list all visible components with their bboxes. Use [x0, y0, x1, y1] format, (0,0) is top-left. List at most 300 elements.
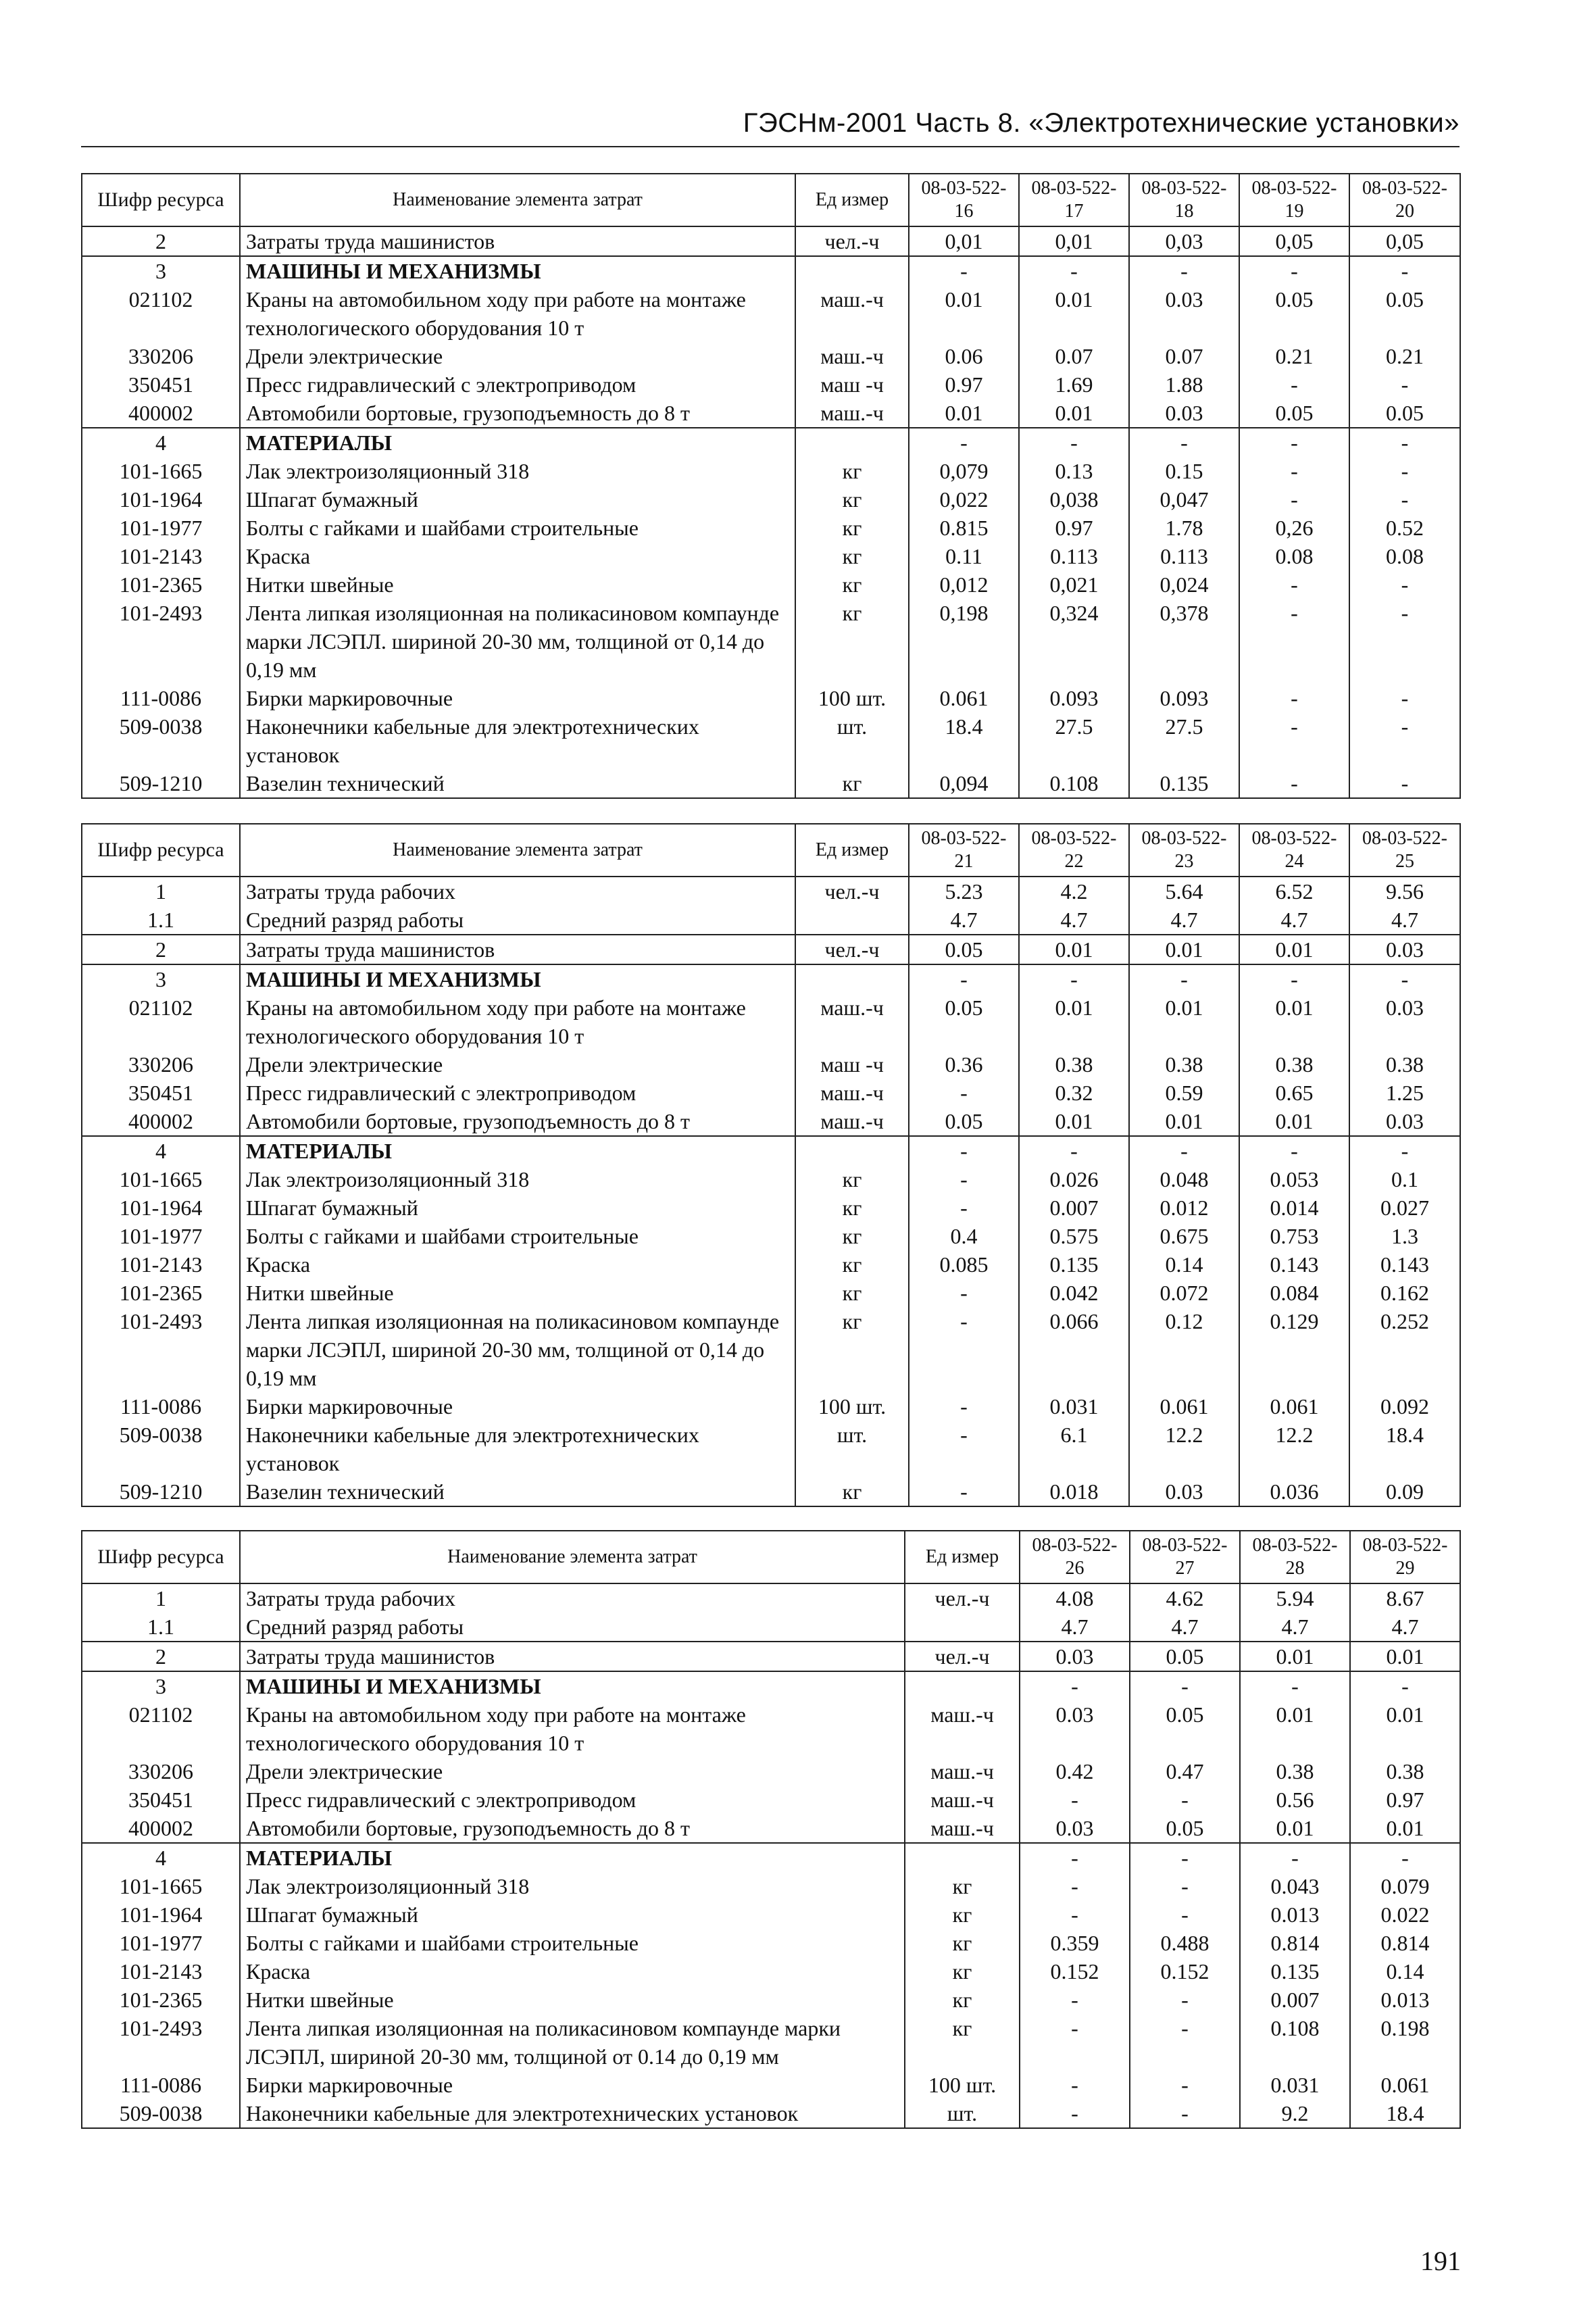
header-col: 08-03-522-25 — [1349, 824, 1460, 877]
value-cell: 12.2 — [1239, 1421, 1349, 1477]
value-cell: 0.129 — [1239, 1307, 1349, 1392]
table-row — [82, 1250, 1460, 1279]
unit-cell: кг — [795, 514, 909, 542]
table-row — [82, 712, 1460, 769]
value-cell: 0.97 — [909, 370, 1019, 399]
value-cell: 0.01 — [1129, 1107, 1239, 1136]
value-cell: 0.03 — [1020, 1700, 1130, 1757]
value-cell: 0.38 — [1350, 1757, 1460, 1786]
resource-name-cell: Шпагат бумажный — [240, 485, 795, 514]
value-cell: 1.25 — [1349, 1079, 1460, 1107]
table-row — [82, 2071, 1460, 2099]
value-cell: 4.7 — [1240, 1613, 1350, 1642]
value-cell: 4.7 — [909, 906, 1019, 935]
header-col: 08-03-522-19 — [1239, 174, 1349, 226]
value-cell: 0.061 — [909, 684, 1019, 712]
value-cell: - — [1239, 457, 1349, 485]
resource-code-cell: 1.1 — [82, 906, 240, 935]
table-row — [82, 399, 1460, 428]
value-cell: 0.21 — [1349, 342, 1460, 370]
value-cell: 0.03 — [1020, 1642, 1130, 1671]
value-cell: - — [1350, 1671, 1460, 1700]
value-cell: - — [1239, 428, 1349, 457]
value-cell: 0.108 — [1240, 2014, 1350, 2071]
unit-cell: кг — [795, 1279, 909, 1307]
resource-code-cell: 330206 — [82, 1757, 240, 1786]
value-cell: 0.113 — [1129, 542, 1239, 570]
value-cell: 0.01 — [1019, 399, 1129, 428]
table-row — [82, 1222, 1460, 1250]
resource-name-cell: Средний разряд работы — [240, 1613, 905, 1642]
value-cell: 12.2 — [1129, 1421, 1239, 1477]
resource-code-cell: 509-1210 — [82, 1477, 240, 1506]
resource-code-cell: 400002 — [82, 1107, 240, 1136]
value-cell: - — [1239, 599, 1349, 684]
unit-cell — [795, 256, 909, 285]
value-cell: 0.97 — [1350, 1786, 1460, 1814]
table-row — [82, 428, 1460, 457]
table-row — [82, 1050, 1460, 1079]
header-col: 08-03-522-17 — [1019, 174, 1129, 226]
value-cell: 0.01 — [909, 285, 1019, 342]
unit-cell: маш.-ч — [905, 1700, 1020, 1757]
value-cell: 0.38 — [1240, 1757, 1350, 1786]
value-cell: 1.78 — [1129, 514, 1239, 542]
resource-code-cell: 400002 — [82, 399, 240, 428]
resource-code-cell: 101-2143 — [82, 542, 240, 570]
unit-cell: кг — [905, 1872, 1020, 1900]
value-cell: 0.05 — [1130, 1700, 1240, 1757]
resource-name-cell: Болты с гайками и шайбами строительные — [240, 514, 795, 542]
value-cell: 8.67 — [1350, 1583, 1460, 1613]
value-cell: 0.01 — [1240, 1814, 1350, 1843]
resource-code-cell: 1 — [82, 877, 240, 906]
value-cell: - — [1130, 1671, 1240, 1700]
table-row — [82, 935, 1460, 964]
value-cell: 0.113 — [1019, 542, 1129, 570]
table-row — [82, 1421, 1460, 1477]
value-cell: 0.575 — [1019, 1222, 1129, 1250]
unit-cell: кг — [795, 570, 909, 599]
resource-name-cell: Вазелин технический — [240, 769, 795, 798]
table-row — [82, 485, 1460, 514]
resource-name-cell: МАШИНЫ И МЕХАНИЗМЫ — [240, 256, 795, 285]
value-cell: 0.162 — [1349, 1279, 1460, 1307]
unit-cell: шт. — [795, 1421, 909, 1477]
value-cell: 0.03 — [1349, 993, 1460, 1050]
value-cell: - — [1020, 1671, 1130, 1700]
value-cell: - — [909, 428, 1019, 457]
value-cell: 0,26 — [1239, 514, 1349, 542]
value-cell: 0.814 — [1350, 1929, 1460, 1957]
table-row — [82, 2099, 1460, 2128]
value-cell: - — [909, 1279, 1019, 1307]
value-cell: - — [1020, 2099, 1130, 2128]
resource-code-cell: 021102 — [82, 1700, 240, 1757]
table-row — [82, 1786, 1460, 1814]
resource-code-cell: 101-2143 — [82, 1957, 240, 1986]
value-cell: 5.94 — [1240, 1583, 1350, 1613]
resource-code-cell: 111-0086 — [82, 1392, 240, 1421]
value-cell: - — [1349, 570, 1460, 599]
value-cell: 0,038 — [1019, 485, 1129, 514]
resource-code-cell: 101-1964 — [82, 1900, 240, 1929]
table-row — [82, 1107, 1460, 1136]
value-cell: - — [909, 1307, 1019, 1392]
value-cell: 0.043 — [1240, 1872, 1350, 1900]
value-cell: 4.7 — [1019, 906, 1129, 935]
value-cell: 0,324 — [1019, 599, 1129, 684]
value-cell: - — [1349, 428, 1460, 457]
value-cell: 0.11 — [909, 542, 1019, 570]
resource-code-cell: 101-2365 — [82, 1279, 240, 1307]
unit-cell: маш.-ч — [795, 399, 909, 428]
value-cell: - — [1020, 1872, 1130, 1900]
value-cell: 0.488 — [1130, 1929, 1240, 1957]
value-cell: 0.007 — [1019, 1193, 1129, 1222]
unit-cell: маш.-ч — [905, 1757, 1020, 1786]
unit-cell: кг — [795, 1165, 909, 1193]
value-cell: 0.072 — [1129, 1279, 1239, 1307]
value-cell: 0.815 — [909, 514, 1019, 542]
table-row — [82, 1136, 1460, 1165]
value-cell: 0.01 — [1350, 1700, 1460, 1757]
value-cell: 0.01 — [1129, 993, 1239, 1050]
value-cell: 0.03 — [1129, 1477, 1239, 1506]
resource-name-cell: Пресс гидравлический с электроприводом — [240, 1786, 905, 1814]
value-cell: 0.03 — [1129, 285, 1239, 342]
value-cell: 0.093 — [1129, 684, 1239, 712]
value-cell: 0,094 — [909, 769, 1019, 798]
table-row — [82, 1700, 1460, 1757]
table-row — [82, 2014, 1460, 2071]
resource-code-cell: 101-2365 — [82, 570, 240, 599]
resource-name-cell: Автомобили бортовые, грузоподъемность до 8 т — [240, 1107, 795, 1136]
value-cell: 4.7 — [1129, 906, 1239, 935]
value-cell: 0.01 — [1019, 1107, 1129, 1136]
resource-name-cell: Автомобили бортовые, грузоподъемность до 8 т — [240, 1814, 905, 1843]
header-col: 08-03-522-27 — [1130, 1531, 1240, 1583]
value-cell: 0.061 — [1239, 1392, 1349, 1421]
resource-code-cell: 3 — [82, 1671, 240, 1700]
value-cell: 0.014 — [1239, 1193, 1349, 1222]
resource-name-cell: Краны на автомобильном ходу при работе на монтаже технологического оборудования 10 т — [240, 1700, 905, 1757]
resource-code-cell: 3 — [82, 964, 240, 993]
value-cell: - — [1020, 2014, 1130, 2071]
resource-table-3 — [81, 1530, 1461, 2129]
value-cell: - — [1349, 684, 1460, 712]
table-row — [82, 877, 1460, 906]
resource-name-cell: МАТЕРИАЛЫ — [240, 1843, 905, 1872]
resource-code-cell: 101-1665 — [82, 1165, 240, 1193]
value-cell: 0,05 — [1349, 226, 1460, 256]
value-cell: - — [1130, 2071, 1240, 2099]
table-row — [82, 1957, 1460, 1986]
value-cell: 0.198 — [1350, 2014, 1460, 2071]
table-row — [82, 1986, 1460, 2014]
unit-cell: кг — [905, 1986, 1020, 2014]
value-cell: 0,012 — [909, 570, 1019, 599]
value-cell: 0.38 — [1239, 1050, 1349, 1079]
resource-code-cell: 101-1964 — [82, 1193, 240, 1222]
value-cell: - — [1349, 457, 1460, 485]
value-cell: 0.079 — [1350, 1872, 1460, 1900]
resource-code-cell: 2 — [82, 226, 240, 256]
table-row — [82, 769, 1460, 798]
resource-name-cell: Лента липкая изоляционная на поликасиновом компаунде марки ЛСЭПЛ, шириной 20-30 мм, толщиной от 0.14 до 0,19 мм — [240, 2014, 905, 2071]
unit-cell: кг — [795, 542, 909, 570]
value-cell: 0.03 — [1020, 1814, 1130, 1843]
resource-name-cell: Дрели электрические — [240, 342, 795, 370]
value-cell: 9.56 — [1349, 877, 1460, 906]
value-cell: 4.08 — [1020, 1583, 1130, 1613]
value-cell: - — [1240, 1671, 1350, 1700]
value-cell: 27.5 — [1129, 712, 1239, 769]
unit-cell: чел.-ч — [795, 877, 909, 906]
value-cell: 18.4 — [1350, 2099, 1460, 2128]
value-cell: 0,024 — [1129, 570, 1239, 599]
value-cell: 0.05 — [909, 935, 1019, 964]
resource-code-cell: 111-0086 — [82, 684, 240, 712]
unit-cell: кг — [905, 1957, 1020, 1986]
unit-cell: 100 шт. — [795, 684, 909, 712]
resource-name-cell: МАТЕРИАЛЫ — [240, 428, 795, 457]
value-cell: 0.022 — [1350, 1900, 1460, 1929]
header-col: 08-03-522-18 — [1129, 174, 1239, 226]
value-cell: 0,021 — [1019, 570, 1129, 599]
value-cell: 0.06 — [909, 342, 1019, 370]
value-cell: - — [1129, 964, 1239, 993]
value-cell: 0.09 — [1349, 1477, 1460, 1506]
unit-cell: маш.-ч — [795, 285, 909, 342]
header-code: Шифр ресурса — [82, 824, 240, 877]
value-cell: 1.3 — [1349, 1222, 1460, 1250]
resource-name-cell: Нитки швейные — [240, 1279, 795, 1307]
value-cell: 0,03 — [1129, 226, 1239, 256]
table-row — [82, 1642, 1460, 1671]
value-cell: - — [1130, 1986, 1240, 2014]
value-cell: 0.135 — [1240, 1957, 1350, 1986]
value-cell: 0.012 — [1129, 1193, 1239, 1222]
value-cell: 0.05 — [1130, 1814, 1240, 1843]
value-cell: 0.14 — [1350, 1957, 1460, 1986]
value-cell: 0.05 — [1130, 1642, 1240, 1671]
value-cell: 0.084 — [1239, 1279, 1349, 1307]
value-cell: - — [1020, 1843, 1130, 1872]
value-cell: 0.65 — [1239, 1079, 1349, 1107]
value-cell: 0.753 — [1239, 1222, 1349, 1250]
value-cell: 0.814 — [1240, 1929, 1350, 1957]
value-cell: - — [1020, 1900, 1130, 1929]
value-cell: 0.007 — [1240, 1986, 1350, 2014]
value-cell: 6.52 — [1239, 877, 1349, 906]
unit-cell: чел.-ч — [795, 226, 909, 256]
resource-code-cell: 021102 — [82, 285, 240, 342]
page-number: 191 — [1420, 2246, 1461, 2276]
table-row — [82, 1307, 1460, 1392]
unit-cell: кг — [795, 1477, 909, 1506]
value-cell: - — [1239, 370, 1349, 399]
resource-code-cell: 330206 — [82, 1050, 240, 1079]
unit-cell — [795, 906, 909, 935]
table-row — [82, 285, 1460, 342]
value-cell: 0.38 — [1019, 1050, 1129, 1079]
unit-cell: маш.-ч — [795, 1107, 909, 1136]
value-cell: 0.01 — [1239, 1107, 1349, 1136]
value-cell: 0.01 — [1240, 1642, 1350, 1671]
value-cell: - — [1239, 1136, 1349, 1165]
value-cell: 0.03 — [1129, 399, 1239, 428]
resource-name-cell: МАТЕРИАЛЫ — [240, 1136, 795, 1165]
resource-name-cell: Бирки маркировочные — [240, 1392, 795, 1421]
resource-name-cell: Наконечники кабельные для электротехнических установок — [240, 1421, 795, 1477]
resource-code-cell: 509-0038 — [82, 712, 240, 769]
value-cell: - — [1019, 1136, 1129, 1165]
resource-name-cell: Наконечники кабельные для электротехнических установок — [240, 2099, 905, 2128]
table-row — [82, 1165, 1460, 1193]
value-cell: 0.027 — [1349, 1193, 1460, 1222]
unit-cell — [905, 1671, 1020, 1700]
unit-cell — [795, 1136, 909, 1165]
unit-cell: чел.-ч — [905, 1583, 1020, 1613]
value-cell: 0.05 — [1349, 399, 1460, 428]
value-cell: 0.05 — [1239, 399, 1349, 428]
value-cell: - — [1129, 1136, 1239, 1165]
value-cell: - — [1130, 1786, 1240, 1814]
value-cell: - — [1130, 2099, 1240, 2128]
value-cell: 0.252 — [1349, 1307, 1460, 1392]
unit-cell: шт. — [795, 712, 909, 769]
resource-table-1 — [81, 173, 1461, 799]
header-name: Наименование элемента затрат — [240, 174, 795, 226]
value-cell: 0.108 — [1019, 769, 1129, 798]
resource-name-cell: Лак электроизоляционный 318 — [240, 1165, 795, 1193]
unit-cell — [795, 964, 909, 993]
resource-code-cell: 350451 — [82, 370, 240, 399]
table-row — [82, 457, 1460, 485]
value-cell: - — [909, 1421, 1019, 1477]
value-cell: 4.62 — [1130, 1583, 1240, 1613]
value-cell: 4.7 — [1349, 906, 1460, 935]
table-row — [82, 570, 1460, 599]
table-row — [82, 226, 1460, 256]
value-cell: 0.359 — [1020, 1929, 1130, 1957]
resource-code-cell: 101-1665 — [82, 457, 240, 485]
resource-name-cell: Нитки швейные — [240, 570, 795, 599]
value-cell: 0,079 — [909, 457, 1019, 485]
value-cell: 0.08 — [1239, 542, 1349, 570]
resource-code-cell: 1 — [82, 1583, 240, 1613]
value-cell: 4.7 — [1020, 1613, 1130, 1642]
value-cell: - — [1019, 256, 1129, 285]
unit-cell: маш -ч — [795, 1050, 909, 1079]
value-cell: 0,01 — [1019, 226, 1129, 256]
value-cell: 0.053 — [1239, 1165, 1349, 1193]
resource-name-cell: Краска — [240, 1250, 795, 1279]
page-header — [81, 108, 1460, 147]
value-cell: 0.01 — [1239, 993, 1349, 1050]
resource-code-cell: 509-1210 — [82, 769, 240, 798]
resource-name-cell: МАШИНЫ И МЕХАНИЗМЫ — [240, 1671, 905, 1700]
table-row — [82, 1757, 1460, 1786]
value-cell: 5.23 — [909, 877, 1019, 906]
unit-cell: кг — [795, 599, 909, 684]
value-cell: 0.03 — [1349, 935, 1460, 964]
unit-cell: кг — [795, 1250, 909, 1279]
value-cell: 0.01 — [1240, 1700, 1350, 1757]
resource-name-cell: Вазелин технический — [240, 1477, 795, 1506]
table-row — [82, 1929, 1460, 1957]
unit-cell: чел.-ч — [795, 935, 909, 964]
value-cell: 0.38 — [1129, 1050, 1239, 1079]
resource-name-cell: Болты с гайками и шайбами строительные — [240, 1929, 905, 1957]
resource-name-cell: Краны на автомобильном ходу при работе на монтаже технологического оборудования 10 т — [240, 285, 795, 342]
resource-code-cell: 021102 — [82, 993, 240, 1050]
value-cell: - — [909, 1136, 1019, 1165]
value-cell: 0.38 — [1349, 1050, 1460, 1079]
resource-name-cell: Лента липкая изоляционная на поликасиновом компаунде марки ЛСЭПЛ, шириной 20-30 мм, толщиной от 0,14 до 0,19 мм — [240, 1307, 795, 1392]
table-row — [82, 1900, 1460, 1929]
table-row — [82, 1671, 1460, 1700]
value-cell: - — [1239, 570, 1349, 599]
resource-code-cell: 101-1977 — [82, 1222, 240, 1250]
resource-name-cell: Затраты труда машинистов — [240, 935, 795, 964]
value-cell: 0.135 — [1129, 769, 1239, 798]
value-cell: - — [909, 1193, 1019, 1222]
value-cell: 0.031 — [1019, 1392, 1129, 1421]
value-cell: - — [1239, 769, 1349, 798]
unit-cell: 100 шт. — [795, 1392, 909, 1421]
value-cell: 0,022 — [909, 485, 1019, 514]
value-cell: - — [1239, 712, 1349, 769]
value-cell: 0.061 — [1350, 2071, 1460, 2099]
value-cell: 0.47 — [1130, 1757, 1240, 1786]
resource-code-cell: 101-2493 — [82, 1307, 240, 1392]
value-cell: 0.061 — [1129, 1392, 1239, 1421]
unit-cell: маш.-ч — [905, 1814, 1020, 1843]
value-cell: 0.01 — [1350, 1814, 1460, 1843]
value-cell: 0.08 — [1349, 542, 1460, 570]
resource-name-cell: Бирки маркировочные — [240, 684, 795, 712]
value-cell: 4.7 — [1130, 1613, 1240, 1642]
value-cell: 0.135 — [1019, 1250, 1129, 1279]
value-cell: 0.031 — [1240, 2071, 1350, 2099]
unit-cell: кг — [795, 769, 909, 798]
header-unit: Ед измер — [795, 174, 909, 226]
value-cell: 0.01 — [1019, 285, 1129, 342]
resource-name-cell: Затраты труда машинистов — [240, 226, 795, 256]
unit-cell: кг — [795, 1193, 909, 1222]
resource-name-cell: Бирки маркировочные — [240, 2071, 905, 2099]
unit-cell: маш.-ч — [795, 1079, 909, 1107]
unit-cell: маш.-ч — [795, 342, 909, 370]
value-cell: 0.05 — [1349, 285, 1460, 342]
value-cell: - — [909, 1477, 1019, 1506]
table-row — [82, 1279, 1460, 1307]
value-cell: - — [909, 1392, 1019, 1421]
resource-code-cell: 2 — [82, 1642, 240, 1671]
resource-table-2 — [81, 823, 1461, 1507]
value-cell: - — [909, 1079, 1019, 1107]
value-cell: 0.085 — [909, 1250, 1019, 1279]
value-cell: - — [1130, 1900, 1240, 1929]
value-cell: 0.1 — [1349, 1165, 1460, 1193]
value-cell: 0,01 — [909, 226, 1019, 256]
resource-name-cell: Затраты труда рабочих — [240, 877, 795, 906]
resource-code-cell: 101-1964 — [82, 485, 240, 514]
value-cell: - — [909, 1165, 1019, 1193]
value-cell: 0.05 — [909, 1107, 1019, 1136]
